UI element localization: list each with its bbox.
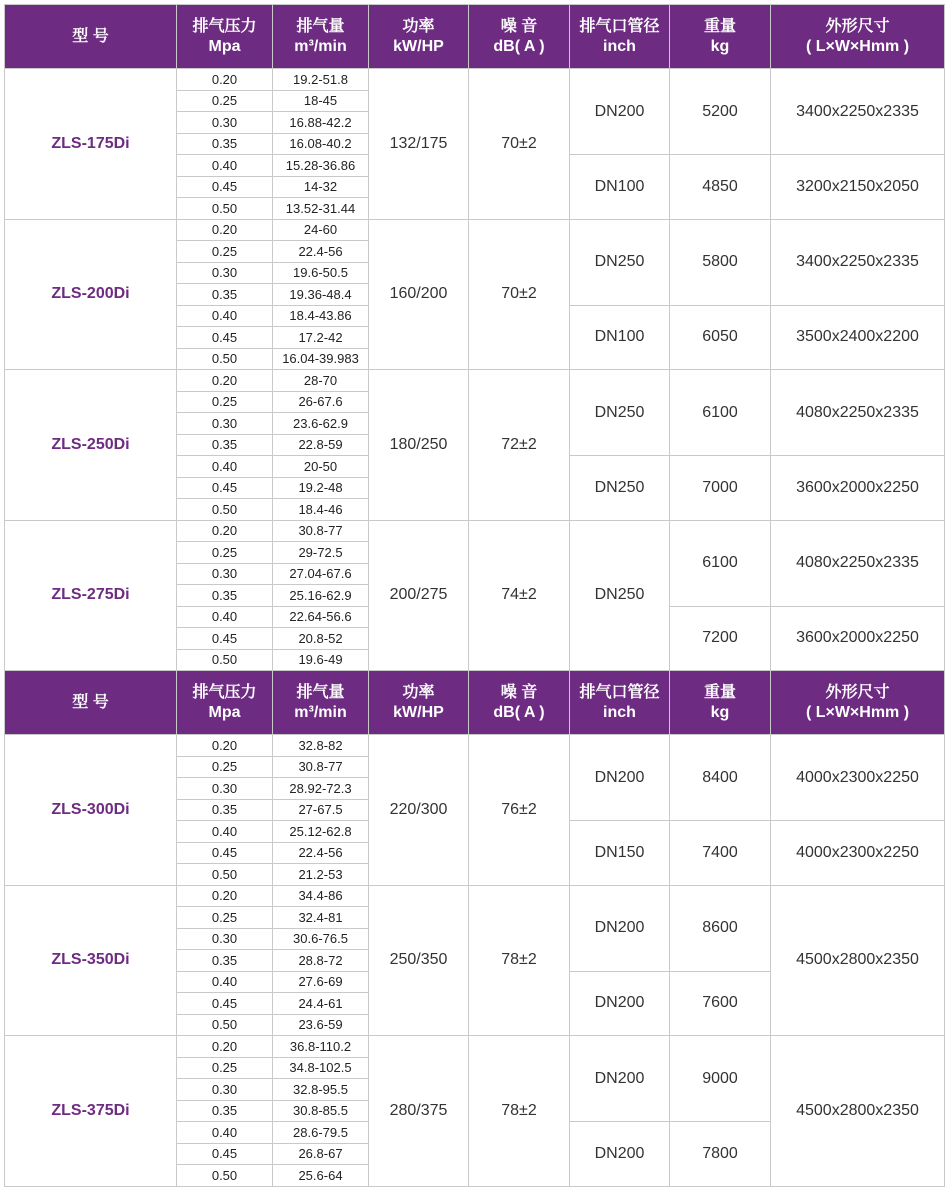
header-label: 功率 (402, 683, 435, 701)
flow-cell: 22.64-56.6 (273, 606, 369, 628)
weight-cell: 9000 (670, 1036, 771, 1122)
power-cell: 200/275 (369, 520, 469, 671)
flow-cell: 18.4-46 (273, 499, 369, 521)
flow-cell: 27-67.5 (273, 799, 369, 821)
flow-cell: 16.04-39.983 (273, 348, 369, 370)
pressure-cell: 0.40 (177, 155, 273, 177)
dimension-cell: 3600x2000x2250 (771, 606, 945, 671)
header-cell (469, 671, 570, 735)
noise-cell: 78±2 (469, 885, 570, 1036)
outlet-cell: DN100 (570, 155, 670, 220)
pressure-cell: 0.25 (177, 907, 273, 929)
pressure-cell: 0.30 (177, 413, 273, 435)
model-cell: ZLS-175Di (5, 69, 177, 220)
flow-cell: 32.4-81 (273, 907, 369, 929)
flow-cell: 19.36-48.4 (273, 284, 369, 306)
pressure-cell: 0.25 (177, 391, 273, 413)
flow-cell: 24.4-61 (273, 993, 369, 1015)
header-cell (771, 5, 945, 69)
flow-cell: 23.6-62.9 (273, 413, 369, 435)
pressure-cell: 0.25 (177, 241, 273, 263)
pressure-cell: 0.35 (177, 585, 273, 607)
dimension-cell: 4500x2800x2350 (771, 885, 945, 1036)
weight-cell: 5200 (670, 69, 771, 155)
pressure-cell: 0.30 (177, 778, 273, 800)
flow-cell: 19.6-49 (273, 649, 369, 671)
weight-cell: 4850 (670, 155, 771, 220)
pressure-cell: 0.40 (177, 1122, 273, 1144)
header-unit: Mpa (208, 37, 241, 55)
dimension-cell: 4080x2250x2335 (771, 370, 945, 456)
dimension-cell: 4080x2250x2335 (771, 520, 945, 606)
pressure-cell: 0.30 (177, 928, 273, 950)
pressure-cell: 0.20 (177, 885, 273, 907)
flow-cell: 24-60 (273, 219, 369, 241)
pressure-cell: 0.45 (177, 842, 273, 864)
pressure-cell: 0.45 (177, 1143, 273, 1165)
pressure-cell: 0.50 (177, 499, 273, 521)
pressure-cell: 0.25 (177, 1057, 273, 1079)
weight-cell: 7400 (670, 821, 771, 886)
flow-cell: 28.8-72 (273, 950, 369, 972)
header-unit: Mpa (208, 703, 241, 721)
pressure-cell: 0.20 (177, 370, 273, 392)
power-cell: 180/250 (369, 370, 469, 521)
pressure-cell: 0.50 (177, 1165, 273, 1187)
table-row (5, 735, 945, 757)
model-cell: ZLS-200Di (5, 219, 177, 370)
model-cell: ZLS-375Di (5, 1036, 177, 1187)
flow-cell: 15.28-36.86 (273, 155, 369, 177)
weight-cell: 6050 (670, 305, 771, 370)
flow-cell: 16.08-40.2 (273, 133, 369, 155)
pressure-cell: 0.35 (177, 434, 273, 456)
weight-cell: 8600 (670, 885, 771, 971)
flow-cell: 16.88-42.2 (273, 112, 369, 134)
flow-cell: 30.8-77 (273, 520, 369, 542)
pressure-cell: 0.35 (177, 284, 273, 306)
model-cell: ZLS-250Di (5, 370, 177, 521)
flow-cell: 20-50 (273, 456, 369, 478)
header-label: 噪 音 (500, 17, 538, 35)
table-row (5, 370, 945, 392)
power-cell: 280/375 (369, 1036, 469, 1187)
table-row (5, 520, 945, 542)
header-label: 排气口管径 (579, 17, 660, 35)
flow-cell: 36.8-110.2 (273, 1036, 369, 1058)
weight-cell: 7800 (670, 1122, 771, 1187)
weight-cell: 8400 (670, 735, 771, 821)
header-label: 排气量 (296, 683, 345, 701)
pressure-cell: 0.40 (177, 456, 273, 478)
header-label: 型 号 (72, 693, 109, 711)
flow-cell: 22.4-56 (273, 842, 369, 864)
pressure-cell: 0.50 (177, 649, 273, 671)
flow-cell: 18.4-43.86 (273, 305, 369, 327)
outlet-cell: DN100 (570, 305, 670, 370)
header-cell (369, 671, 469, 735)
header-label: 排气口管径 (579, 683, 660, 701)
flow-cell: 17.2-42 (273, 327, 369, 349)
pressure-cell: 0.35 (177, 799, 273, 821)
header-cell (5, 671, 177, 735)
power-cell: 250/350 (369, 885, 469, 1036)
model-cell: ZLS-300Di (5, 735, 177, 886)
header-label: 外形尺寸 (825, 17, 890, 35)
header-cell (273, 5, 369, 69)
dimension-cell: 3200x2150x2050 (771, 155, 945, 220)
table-row (5, 219, 945, 241)
dimension-cell: 4000x2300x2250 (771, 735, 945, 821)
pressure-cell: 0.45 (177, 628, 273, 650)
table-row (5, 69, 945, 91)
flow-cell: 32.8-95.5 (273, 1079, 369, 1101)
noise-cell: 70±2 (469, 219, 570, 370)
flow-cell: 14-32 (273, 176, 369, 198)
flow-cell: 29-72.5 (273, 542, 369, 564)
header-unit: inch (603, 37, 636, 55)
header-cell (670, 5, 771, 69)
flow-cell: 27.6-69 (273, 971, 369, 993)
flow-cell: 34.4-86 (273, 885, 369, 907)
noise-cell: 76±2 (469, 735, 570, 886)
pressure-cell: 0.45 (177, 176, 273, 198)
pressure-cell: 0.35 (177, 1100, 273, 1122)
header-unit: dB( A ) (493, 37, 545, 55)
header-cell (771, 671, 945, 735)
header-unit: inch (603, 703, 636, 721)
header-unit: kW/HP (393, 703, 444, 721)
pressure-cell: 0.50 (177, 864, 273, 886)
pressure-cell: 0.40 (177, 821, 273, 843)
flow-cell: 30.8-85.5 (273, 1100, 369, 1122)
noise-cell: 72±2 (469, 370, 570, 521)
header-cell (177, 671, 273, 735)
weight-cell: 7000 (670, 456, 771, 521)
power-cell: 220/300 (369, 735, 469, 886)
header-label: 排气压力 (192, 17, 257, 35)
header-label: 型 号 (72, 27, 109, 45)
dimension-cell: 3400x2250x2335 (771, 69, 945, 155)
noise-cell: 70±2 (469, 69, 570, 220)
pressure-cell: 0.30 (177, 112, 273, 134)
pressure-cell: 0.30 (177, 1079, 273, 1101)
flow-cell: 25.12-62.8 (273, 821, 369, 843)
outlet-cell: DN150 (570, 821, 670, 886)
pressure-cell: 0.35 (177, 950, 273, 972)
pressure-cell: 0.30 (177, 262, 273, 284)
weight-cell: 7600 (670, 971, 771, 1036)
header-unit: kg (710, 37, 730, 55)
pressure-cell: 0.50 (177, 348, 273, 370)
dimension-cell: 3500x2400x2200 (771, 305, 945, 370)
outlet-cell: DN250 (570, 219, 670, 305)
header-cell (469, 5, 570, 69)
header-unit: kg (710, 703, 730, 721)
flow-cell: 34.8-102.5 (273, 1057, 369, 1079)
header-cell (570, 5, 670, 69)
noise-cell: 78±2 (469, 1036, 570, 1187)
dimension-cell: 3400x2250x2335 (771, 219, 945, 305)
flow-cell: 25.6-64 (273, 1165, 369, 1187)
flow-cell: 20.8-52 (273, 628, 369, 650)
pressure-cell: 0.45 (177, 993, 273, 1015)
flow-cell: 28-70 (273, 370, 369, 392)
outlet-cell: DN200 (570, 69, 670, 155)
header-unit: m³/min (294, 703, 347, 721)
pressure-cell: 0.20 (177, 1036, 273, 1058)
outlet-cell: DN250 (570, 520, 670, 671)
dimension-cell: 4500x2800x2350 (771, 1036, 945, 1187)
dimension-cell: 3600x2000x2250 (771, 456, 945, 521)
header-row (5, 671, 945, 735)
header-cell (570, 671, 670, 735)
flow-cell: 27.04-67.6 (273, 563, 369, 585)
outlet-cell: DN200 (570, 1122, 670, 1187)
header-unit: m³/min (294, 37, 347, 55)
header-row (5, 5, 945, 69)
header-cell (177, 5, 273, 69)
pressure-cell: 0.25 (177, 542, 273, 564)
table-row (5, 885, 945, 907)
pressure-cell: 0.40 (177, 606, 273, 628)
pressure-cell: 0.40 (177, 971, 273, 993)
flow-cell: 32.8-82 (273, 735, 369, 757)
weight-cell: 6100 (670, 370, 771, 456)
header-cell (369, 5, 469, 69)
flow-cell: 18-45 (273, 90, 369, 112)
header-unit: kW/HP (393, 37, 444, 55)
flow-cell: 19.2-48 (273, 477, 369, 499)
weight-cell: 6100 (670, 520, 771, 606)
header-cell (273, 671, 369, 735)
outlet-cell: DN200 (570, 735, 670, 821)
header-unit: dB( A ) (493, 703, 545, 721)
pressure-cell: 0.40 (177, 305, 273, 327)
power-cell: 160/200 (369, 219, 469, 370)
table-row (5, 1036, 945, 1058)
flow-cell: 22.4-56 (273, 241, 369, 263)
weight-cell: 7200 (670, 606, 771, 671)
header-label: 噪 音 (500, 683, 538, 701)
flow-cell: 30.8-77 (273, 756, 369, 778)
pressure-cell: 0.30 (177, 563, 273, 585)
noise-cell: 74±2 (469, 520, 570, 671)
model-cell: ZLS-275Di (5, 520, 177, 671)
pressure-cell: 0.20 (177, 69, 273, 91)
flow-cell: 13.52-31.44 (273, 198, 369, 220)
flow-cell: 23.6-59 (273, 1014, 369, 1036)
flow-cell: 25.16-62.9 (273, 585, 369, 607)
pressure-cell: 0.50 (177, 198, 273, 220)
outlet-cell: DN250 (570, 456, 670, 521)
flow-cell: 26.8-67 (273, 1143, 369, 1165)
outlet-cell: DN200 (570, 971, 670, 1036)
header-unit: ( L×W×Hmm ) (805, 37, 910, 55)
pressure-cell: 0.45 (177, 327, 273, 349)
header-label: 排气压力 (192, 683, 257, 701)
flow-cell: 19.2-51.8 (273, 69, 369, 91)
pressure-cell: 0.20 (177, 219, 273, 241)
flow-cell: 21.2-53 (273, 864, 369, 886)
header-unit: ( L×W×Hmm ) (805, 703, 910, 721)
pressure-cell: 0.45 (177, 477, 273, 499)
pressure-cell: 0.25 (177, 90, 273, 112)
spec-table (4, 4, 945, 1187)
pressure-cell: 0.20 (177, 735, 273, 757)
dimension-cell: 4000x2300x2250 (771, 821, 945, 886)
model-cell: ZLS-350Di (5, 885, 177, 1036)
flow-cell: 22.8-59 (273, 434, 369, 456)
pressure-cell: 0.25 (177, 756, 273, 778)
pressure-cell: 0.50 (177, 1014, 273, 1036)
header-cell (670, 671, 771, 735)
outlet-cell: DN200 (570, 1036, 670, 1122)
header-label: 外形尺寸 (825, 683, 890, 701)
flow-cell: 30.6-76.5 (273, 928, 369, 950)
flow-cell: 26-67.6 (273, 391, 369, 413)
outlet-cell: DN200 (570, 885, 670, 971)
pressure-cell: 0.20 (177, 520, 273, 542)
header-label: 功率 (402, 17, 435, 35)
flow-cell: 19.6-50.5 (273, 262, 369, 284)
flow-cell: 28.92-72.3 (273, 778, 369, 800)
weight-cell: 5800 (670, 219, 771, 305)
header-label: 重量 (703, 683, 736, 701)
header-cell (5, 5, 177, 69)
power-cell: 132/175 (369, 69, 469, 220)
pressure-cell: 0.35 (177, 133, 273, 155)
outlet-cell: DN250 (570, 370, 670, 456)
flow-cell: 28.6-79.5 (273, 1122, 369, 1144)
header-label: 重量 (703, 17, 736, 35)
header-label: 排气量 (296, 17, 345, 35)
